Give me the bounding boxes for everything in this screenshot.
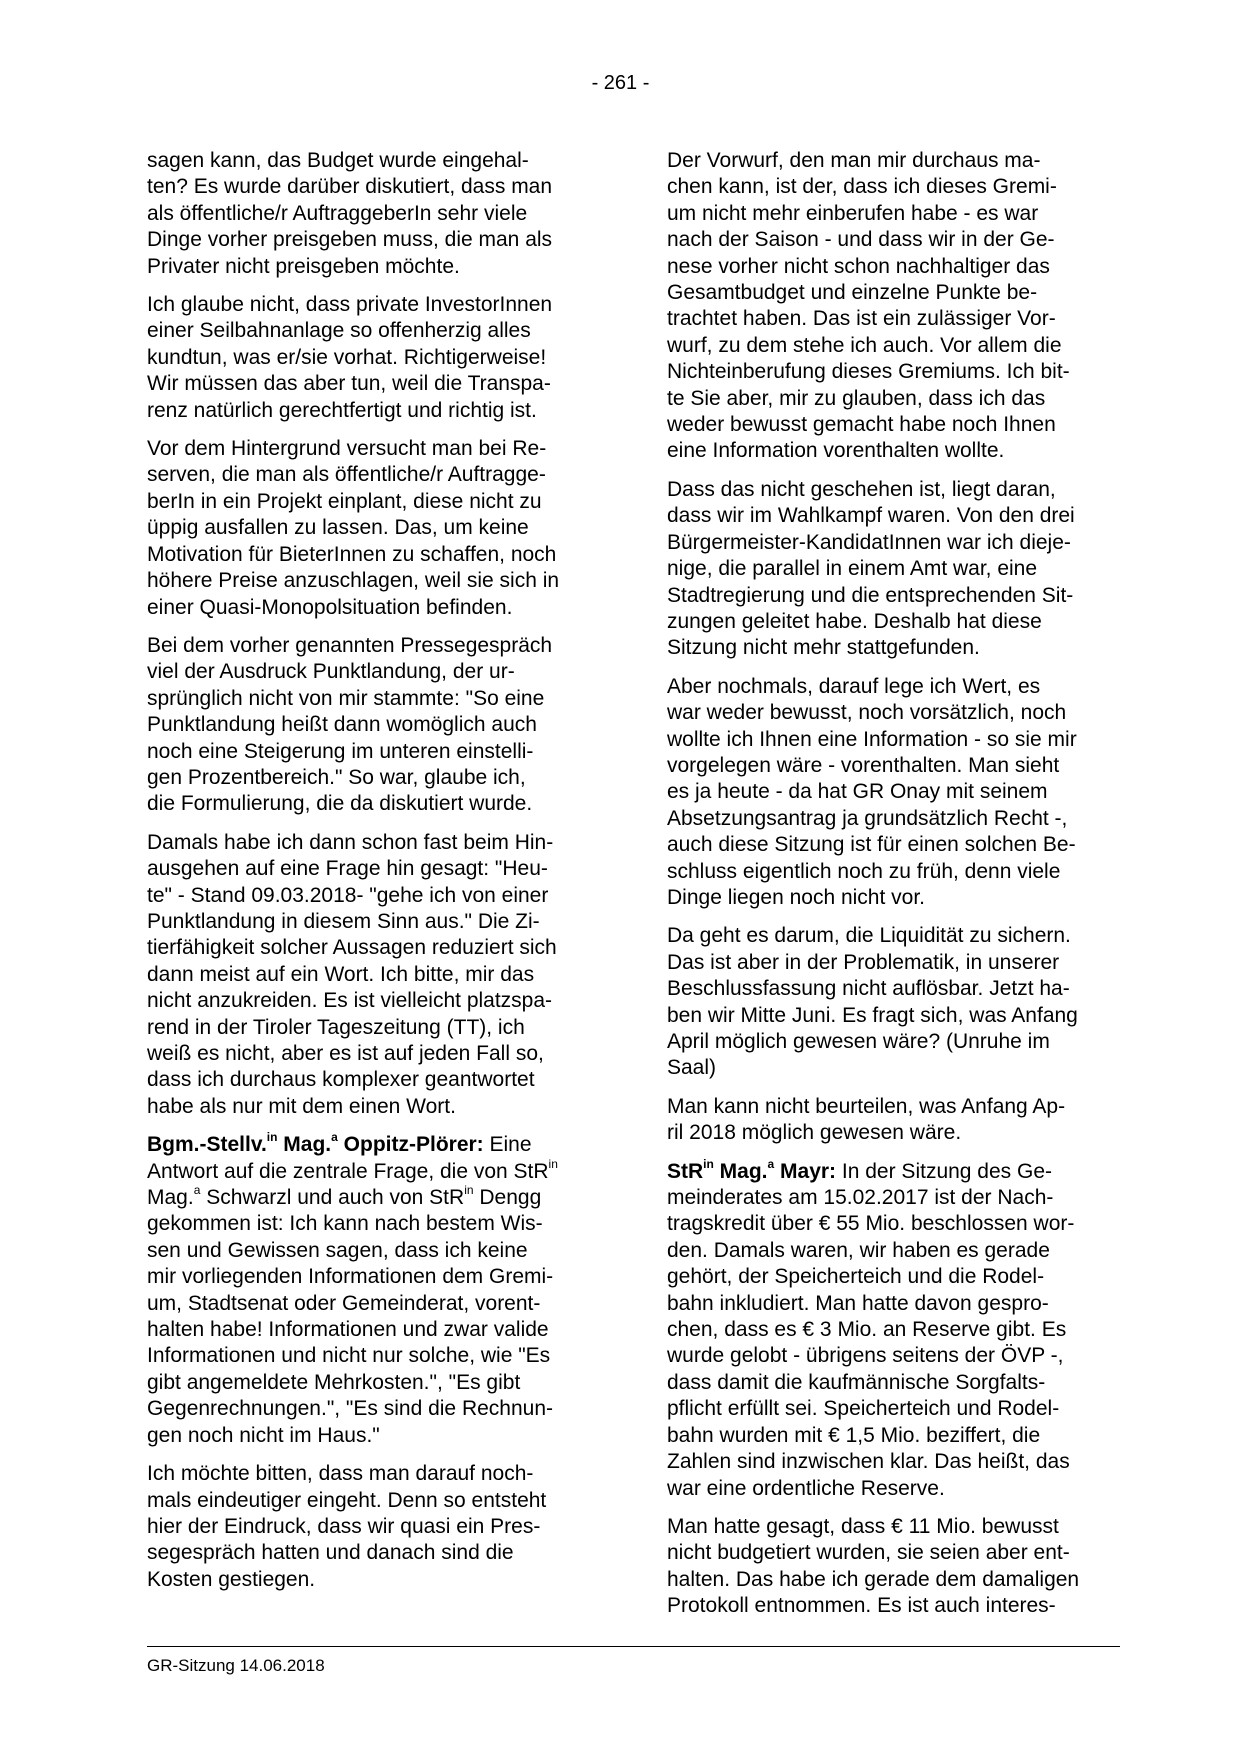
left-column	[147, 148, 601, 1605]
paragraph: Der Vorwurf, den man mir durchaus ma- chen kann, ist der, dass ich dieses Gremi- um nicht mehr einberufen habe - es war nach der Saison - und dass wir in der Ge- nese vorher nicht schon nachhaltiger das Gesamtbudget und einzelne Punkte be- trachtet haben. Das ist ein zulässiger Vor- wurf, zu dem stehe ich auch. Vor allem die Nichteinberufung dieses Gremiums. Ich bit- te Sie aber, mir zu glauben, dass ich das weder bewusst gemacht habe noch Ihnen eine Information vorenthalten wollte.	[667, 149, 1070, 463]
right-column	[667, 148, 1121, 1632]
paragraph: Ich möchte bitten, dass man darauf noch- mals eindeutiger eingeht. Denn so entsteht hier der Eindruck, dass wir quasi ein Pres- segespräch hatten und danach sind die Kosten gestiegen.	[147, 1462, 547, 1591]
paragraph: Ich glaube nicht, dass private InvestorInnen einer Seilbahnanlage so offenherzig alles kundtun, was er/sie vorhat. Richtigerweise! Wir müssen das aber tun, weil die Transpa- renz natürlich gerechtfertigt und richtig ist.	[147, 293, 553, 422]
paragraph: Da geht es darum, die Liquidität zu sichern. Das ist aber in der Problematik, in unserer Beschlussfassung nicht auflösbar. Jetzt ha- ben wir Mitte Juni. Es fragt sich, was Anfang April möglich gewesen wäre? (Unruhe im Saal)	[667, 924, 1078, 1080]
footer-divider	[147, 1646, 1120, 1647]
page-number: - 261 -	[591, 72, 650, 94]
paragraph: Vor dem Hintergrund versucht man bei Re- serven, die man als öffentliche/r Auftragge- berIn in ein Projekt einplant, diese nicht zu üppig ausfallen zu lassen. Das, um keine Motivation für BieterInnen zu schaffen, noch höhere Preise anzuschlagen, weil sie sich in einer Quasi-Monopolsituation befinden.	[147, 437, 560, 619]
paragraph: Bei dem vorher genannten Pressegespräch viel der Ausdruck Punktlandung, der ur- sprünglich nicht von mir stammte: "So eine Punktlandung heißt dann womöglich auch noch eine Steigerung im unteren einstelli- gen Prozentbereich." So war, glaube ich, die Formulierung, die da diskutiert wurde.	[147, 633, 553, 816]
footer-session-date: GR-Sitzung 14.06.2018	[147, 1656, 325, 1675]
paragraph: Man hatte gesagt, dass € 11 Mio. bewusst nicht budgetiert wurden, sie seien aber ent- halten. Das habe ich gerade dem damaligen Protokoll entnommen. Es ist auch interes-	[667, 1514, 1080, 1618]
paragraph: sagen kann, das Budget wurde eingehal- ten? Es wurde darüber diskutiert, dass man als öffentliche/r AuftraggeberIn sehr viele Dinge vorher preisgeben muss, die man als Privater nicht preisgeben möchte.	[147, 149, 553, 278]
speaker-name: StR$^{in}$ Mag.$^a$ Mayr:	[667, 1156, 837, 1183]
paragraph: Dass das nicht geschehen ist, liegt daran, dass wir im Wahlkampf waren. Von den drei Bürgermeister-KandidatInnen war ich dieje- nige, die parallel in einem Amt war, eine Stadtregierung und die entsprechenden Sit- zungen geleitet habe. Deshalb hat diese Sitzung nicht mehr stattgefunden.	[667, 477, 1075, 660]
paragraph-speaker-oppitz-ploerer: Bgm.-Stellv.$^{in}$ Mag.$^a$ Oppitz-Plörer: Eine Antwort auf die zentrale Frage, die von StR$^{in}$ Mag.$^a$ Schwarzl und auch von StR$^{in}$ Dengg gekommen ist: Ich kann nach bestem Wis- sen und Gewissen sagen, dass ich keine mir vorliegenden Informationen dem Gremi- um, Stadtsenat oder Gemeinderat, vorent- halten habe! Informationen und zwar valide Informationen und nicht nur solche, wie "Es gibt angemeldete Mehrkosten.", "Es gibt Gegenrechnungen.", "Es sind die Rechnun- gen noch nicht im Haus."	[147, 1130, 558, 1447]
speaker-name: Bgm.-Stellv.$^{in}$ Mag.$^a$ Oppitz-Plörer:	[147, 1130, 484, 1157]
paragraph: Man kann nicht beurteilen, was Anfang Ap- ril 2018 möglich gewesen wäre.	[667, 1094, 1066, 1145]
paragraph-speaker-mayr: StR$^{in}$ Mag.$^a$ Mayr: In der Sitzung des Ge- meinderates am 15.02.2017 ist der Nach- tragskredit über € 55 Mio. beschlossen wor- den. Damals waren, wir haben es gerade gehört, der Speicherteich und die Rodel- bahn inkludiert. Man hatte davon gespro- chen, dass es € 3 Mio. an Reserve gibt. Es wurde gelobt - übrigens seitens der ÖVP -, dass damit die kaufmännische Sorgfalts- pflicht erfüllt sei. Speicherteich und Rodel- bahn wurden mit € 1,5 Mio. beziffert, die Zahlen sind inzwischen klar. Das heißt, das war eine ordentliche Reserve.	[667, 1156, 1075, 1500]
paragraph: Damals habe ich dann schon fast beim Hin- ausgehen auf eine Frage hin gesagt: "Heu- te" - Stand 09.03.2018- "gehe ich von einer Punktlandung in diesem Sinn aus." Die Zi- tierfähigkeit solcher Aussagen reduziert sich dann meist auf ein Wort. Ich bitte, mir das nicht anzukreiden. Es ist vielleicht platzspa- rend in der Tiroler Tageszeitung (TT), ich weiß es nicht, aber es ist auf jeden Fall so, dass ich durchaus komplexer geantwortet habe als nur mit dem einen Wort.	[147, 830, 557, 1118]
paragraph: Aber nochmals, darauf lege ich Wert, es war weder bewusst, noch vorsätzlich, noch wollte ich Ihnen eine Information - so sie mir vorgelegen wäre - vorenthalten. Man sieht es ja heute - da hat GR Onay mit seinem Absetzungsantrag ja grundsätzlich Recht -, auch diese Sitzung ist für einen solchen Be- schluss eigentlich noch zu früh, denn viele Dinge liegen noch nicht vor.	[667, 674, 1077, 909]
